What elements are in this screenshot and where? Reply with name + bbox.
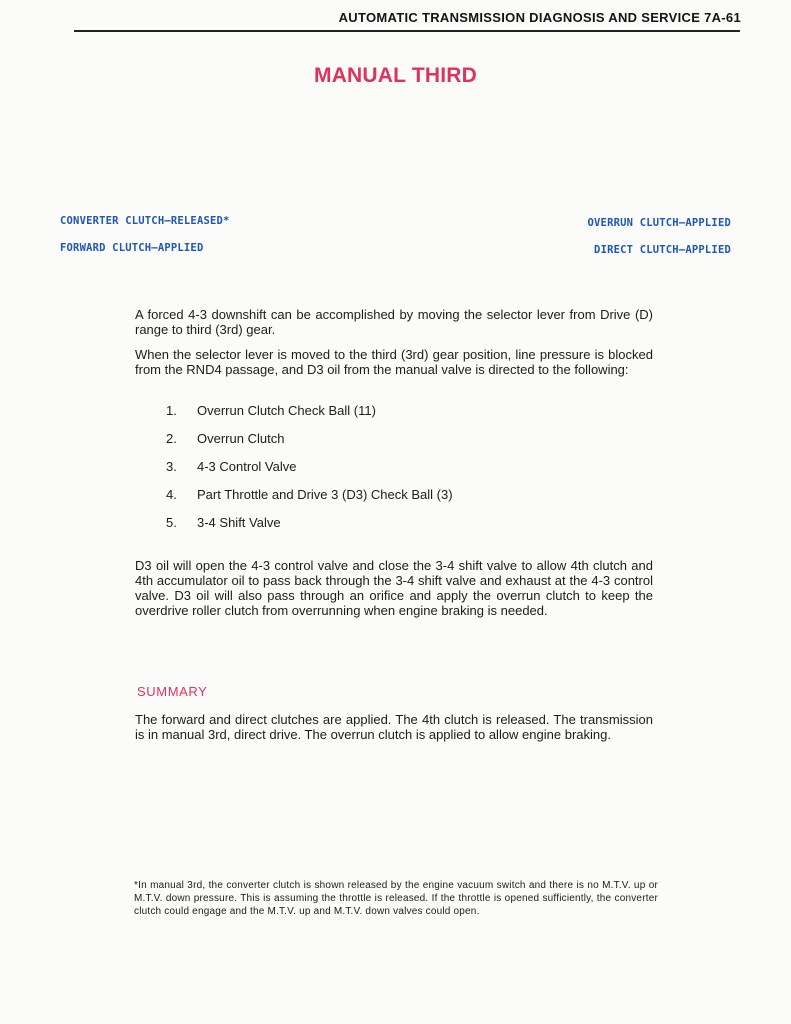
converter-clutch-status: CONVERTER CLUTCH–RELEASED* (60, 215, 230, 227)
summary-paragraph: The forward and direct clutches are applied. The 4th clutch is released. The transmission is in manual 3rd, direct drive. The overrun clutch is applied to allow engine braking. (135, 712, 653, 742)
forward-clutch-status: FORWARD CLUTCH–APPLIED (60, 242, 204, 254)
page-title: MANUAL THIRD (314, 64, 477, 87)
list-number: 2. (166, 431, 177, 446)
list-number: 1. (166, 403, 177, 418)
page-header: AUTOMATIC TRANSMISSION DIAGNOSIS AND SERVICE 7A-61 (338, 10, 741, 25)
list-number: 3. (166, 459, 177, 474)
list-text: 4-3 Control Valve (197, 459, 297, 474)
overrun-clutch-status: OVERRUN CLUTCH–APPLIED (587, 217, 731, 229)
list-item (166, 459, 453, 487)
direct-clutch-status: DIRECT CLUTCH–APPLIED (594, 244, 731, 256)
selector-paragraph: When the selector lever is moved to the third (3rd) gear position, line pressure is blocked from the RND4 passage, and D3 oil from the manual valve is directed to the following: (135, 347, 653, 377)
summary-heading: SUMMARY (137, 684, 208, 699)
list-text: 3-4 Shift Valve (197, 515, 281, 530)
footnote: *In manual 3rd, the converter clutch is shown released by the engine vacuum switch and there is no M.T.V. up or M.T.V. down pressure. This is assuming the throttle is released. If the throttle is opened sufficiently, the converter clutch could engage and the M.T.V. up and M.T.V. down valves could open. (134, 880, 658, 917)
list-text: Overrun Clutch Check Ball (11) (197, 403, 376, 418)
list-item (166, 515, 453, 543)
list-text: Part Throttle and Drive 3 (D3) Check Ball (3) (197, 487, 453, 502)
header-rule (74, 30, 740, 32)
list-item (166, 403, 453, 431)
list-item (166, 431, 453, 459)
d3-oil-destination-list (166, 403, 453, 543)
intro-paragraph: A forced 4-3 downshift can be accomplished by moving the selector lever from Drive (D) range to third (3rd) gear. (135, 307, 653, 337)
list-number: 4. (166, 487, 177, 502)
list-text: Overrun Clutch (197, 431, 285, 446)
d3-oil-paragraph: D3 oil will open the 4-3 control valve and close the 3-4 shift valve to allow 4th clutch and 4th accumulator oil to pass back through the 3-4 shift valve and exhaust at the 4-3 control valve. D3 oil will also pass through an orifice and apply the overrun clutch to keep the overdrive roller clutch from overrunning when engine braking is needed. (135, 558, 653, 618)
list-number: 5. (166, 515, 177, 530)
list-item (166, 487, 453, 515)
